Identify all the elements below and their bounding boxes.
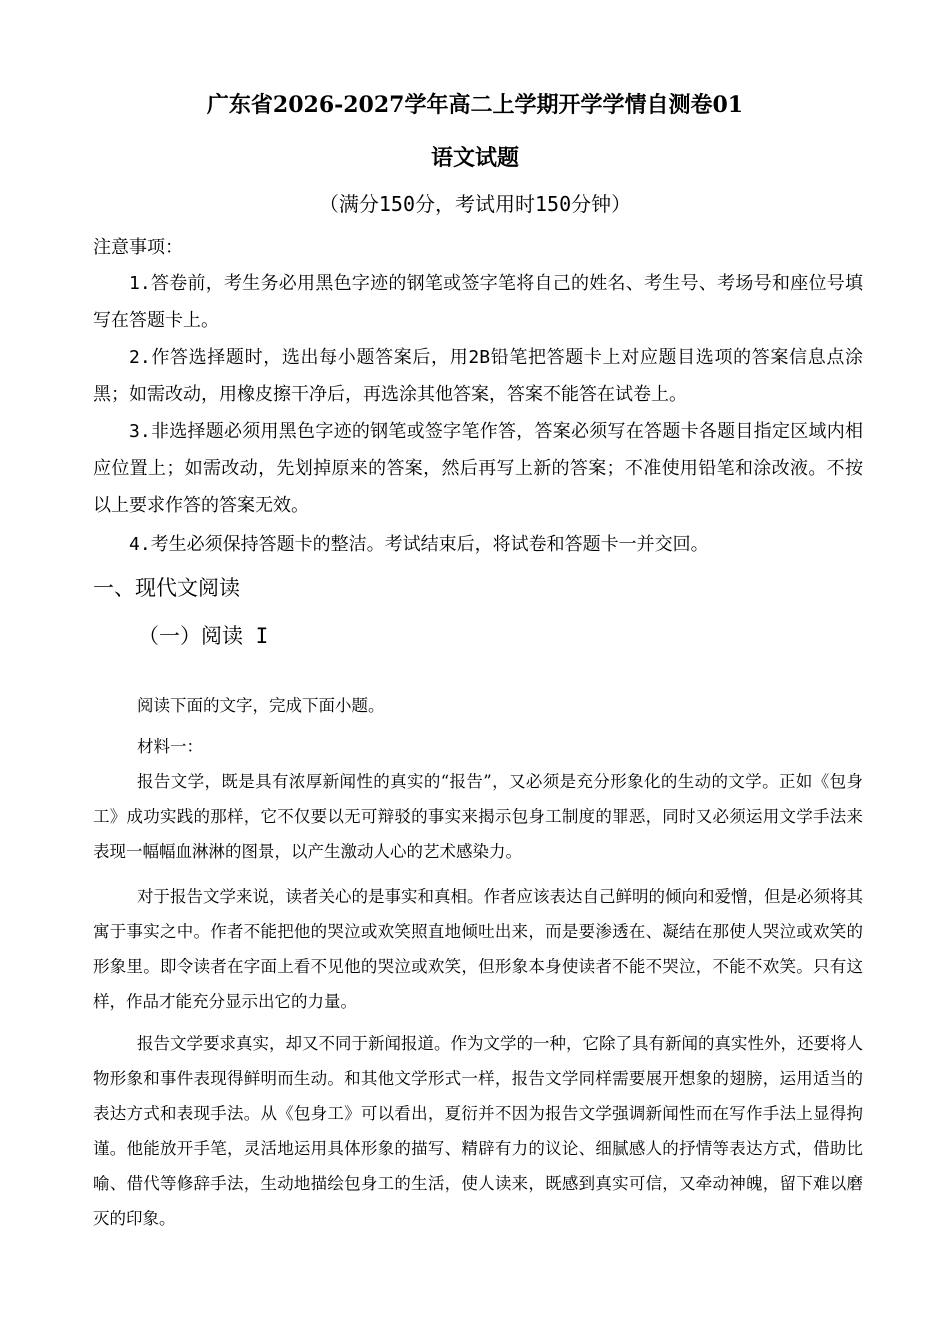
notice-item: 1.答卷前，考生务必用黑色字迹的钢笔或签字笔将自己的姓名、考生号、考场号和座位号填写在答题卡上。 <box>93 273 863 331</box>
notice-item: 2.作答选择题时，选出每小题答案后，用2B铅笔把答题卡上对应题目选项的答案信息点涂黑；如需改动，用橡皮擦干净后，再选涂其他答案，答案不能答在试卷上。 <box>93 347 863 405</box>
material-label: 材料一： <box>137 737 203 756</box>
subject-title: 语文试题 <box>430 145 519 171</box>
notice-item: 4.考生必须保持答题卡的整洁。考试结束后，将试卷和答题卡一并交回。 <box>129 534 709 555</box>
body-paragraph: 报告文学要求真实，却又不同于新闻报道。作为文学的一种，它除了具有新闻的真实性外，还要将人物形象和事件表现得鲜明而生动。和其他文学形式一样，报告文学同样需要展开想象的翅膀，运用适当的表达方式和表现手法。从《包身工》可以看出，夏衍并不因为报告文学强调新闻性而在写作手法上显得拘谨。他能放开手笔，灵活地运用具体形象的描写、精辟有力的议论、细腻感人的抒情等表达方式，借助比喻、借代等修辞手法，生动地描绘包身工的生活，使人读来，既感到真实可信，又牵动神魄，留下难以磨灭的印象。 <box>93 1034 863 1228</box>
body-paragraph: 报告文学，既是具有浓厚新闻性的真实的“报告”，又必须是充分形象化的生动的文学。正如《包身工》成功实践的那样，它不仅要以无可辩驳的事实来揭示包身工制度的罪恶，同时又必须运用文学手法来表现一幅幅血淋淋的图景，以产生激动人心的艺术感染力。 <box>93 772 863 861</box>
exam-info: （满分150分，考试用时150分钟） <box>318 192 632 216</box>
notice-item: 3.非选择题必须用黑色字迹的钢笔或签字笔作答，答案必须写在答题卡各题目指定区域内相应位置上；如需改动，先划掉原来的答案，然后再写上新的答案；不准使用铅笔和涂改液。不按以上要求作答的答案无效。 <box>93 421 863 516</box>
subsection-title: （一）阅读 I <box>138 624 269 648</box>
exam-title: 广东省2026-2027学年高二上学期开学学情自测卷01 <box>206 92 744 118</box>
notice-heading: 注意事项： <box>93 237 183 258</box>
reading-instruction: 阅读下面的文字，完成下面小题。 <box>137 696 385 715</box>
section-title: 一、现代文阅读 <box>93 576 240 600</box>
body-paragraph: 对于报告文学来说，读者关心的是事实和真相。作者应该表达自己鲜明的倾向和爱憎，但是必须将其寓于事实之中。作者不能把他的哭泣或欢笑照直地倾吐出来，而是要渗透在、凝结在那使人哭泣或欢笑的形象里。即令读者在字面上看不见他的哭泣或欢笑，但形象本身使读者不能不哭泣，不能不欢笑。只有这样，作品才能充分显示出它的力量。 <box>93 887 863 1011</box>
